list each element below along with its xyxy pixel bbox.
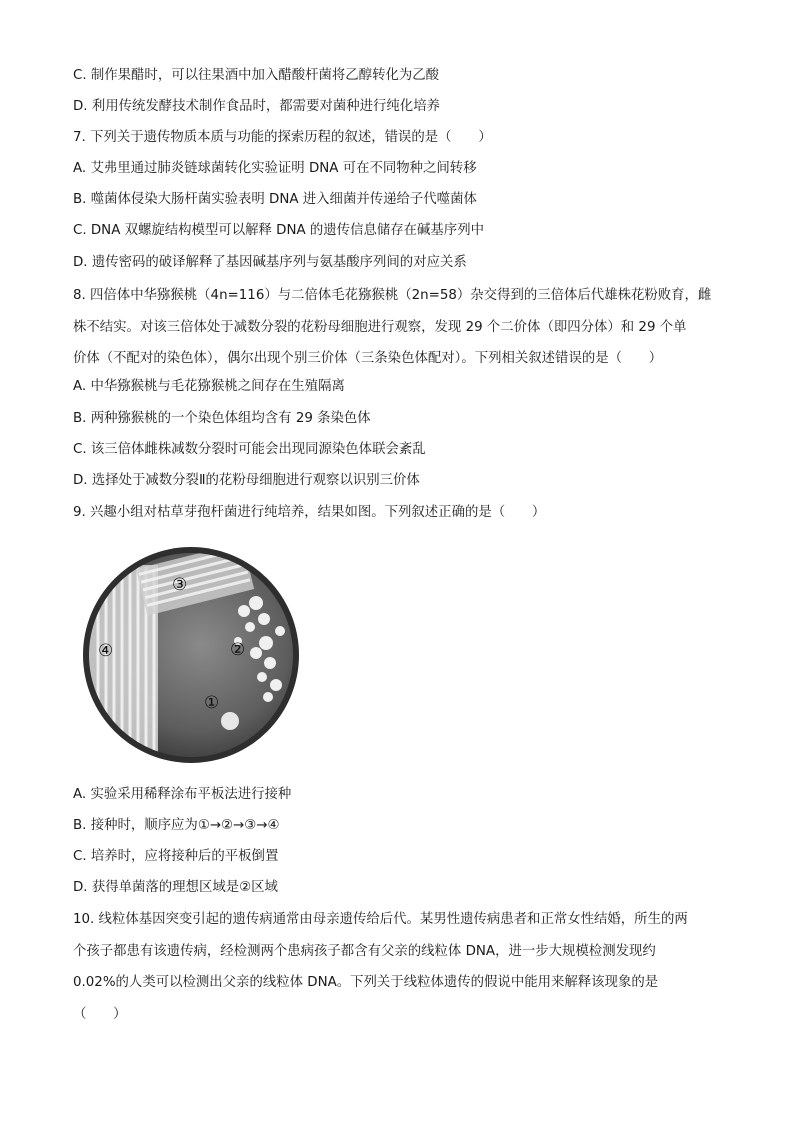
line-d-prev: D. 利用传统发酵技术制作食品时，都需要对菌种进行纯化培养 — [73, 99, 440, 114]
q7-stem: 7. 下列关于遗传物质本质与功能的探索历程的叙述，错误的是（ ） — [73, 130, 492, 145]
q7-option-b: B. 噬菌体侵染大肠杆菌实验表明 DNA 进入细菌并传递给子代噬菌体 — [73, 192, 477, 207]
figure-label-3: ③ — [172, 575, 188, 595]
q8-stem — [73, 280, 725, 375]
q9-option-a: A. 实验采用稀释涂布平板法进行接种 — [73, 787, 292, 802]
q7-option-a: A. 艾弗里通过肺炎链球菌转化实验证明 DNA 可在不同物种之间转移 — [73, 161, 477, 176]
q7-option-d: D. 遗传密码的破译解释了基因碱基序列与氨基酸序列间的对应关系 — [73, 255, 467, 270]
q8-stem-line-3: 价体（不配对的染色体），偶尔出现个别三价体（三条染色体配对）。下列相关叙述错误的是（ ） — [73, 351, 663, 366]
figure-label-1: ① — [204, 693, 220, 713]
q8-stem-line-1: 8. 四倍体中华猕猴桃（4n=116）与二倍体毛花猕猴桃（2n=58）杂交得到的三倍体后代雄株花粉败育，雌 — [73, 288, 712, 303]
q7-option-c: C. DNA 双螺旋结构模型可以解释 DNA 的遗传信息储存在碱基序列中 — [73, 223, 484, 238]
q9-option-c: C. 培养时，应将接种后的平板倒置 — [73, 849, 279, 864]
q10-line-1: 10. 线粒体基因突变引起的遗传病通常由母亲遗传给后代。某男性遗传病患者和正常女性结婚，所生的两 — [73, 912, 688, 927]
q10-line-3: 0.02%的人类可以检测出父亲的线粒体 DNA。下列关于线粒体遗传的假说中能用来解释该现象的是 — [73, 975, 659, 990]
q8-option-a: A. 中华猕猴桃与毛花猕猴桃之间存在生殖隔离 — [73, 379, 345, 394]
q10-stem — [73, 904, 725, 1030]
figure-label-2: ② — [230, 640, 246, 660]
figure-label-4: ④ — [98, 641, 114, 661]
q10-line-4: （ ） — [73, 1006, 127, 1022]
q8-option-b: B. 两种猕猴桃的一个染色体组均含有 29 条染色体 — [73, 411, 371, 426]
q8-stem-line-2: 株不结实。对该三倍体处于减数分裂的花粉母细胞进行观察，发现 29 个二价体（即四分体）和 29 个单 — [73, 319, 687, 335]
q9-option-d: D. 获得单菌落的理想区域是②区域 — [73, 880, 278, 895]
q9-stem: 9. 兴趣小组对枯草芽孢杆菌进行纯培养，结果如图。下列叙述正确的是（ ） — [73, 505, 546, 520]
petri-dish-figure — [80, 545, 302, 765]
q10-line-2: 个孩子都患有该遗传病，经检测两个患病孩子都含有父亲的线粒体 DNA，进一步大规模检测发现约 — [73, 943, 656, 959]
colony-region-1 — [221, 712, 239, 730]
q8-option-c: C. 该三倍体雌株减数分裂时可能会出现同源染色体联会紊乱 — [73, 442, 426, 457]
q8-option-d: D. 选择处于减数分裂Ⅱ的花粉母细胞进行观察以识别三价体 — [73, 473, 420, 488]
line-c-prev: C. 制作果醋时，可以往果酒中加入醋酸杆菌将乙醇转化为乙酸 — [73, 68, 440, 83]
q9-option-b: B. 接种时，顺序应为①→②→③→④ — [73, 818, 280, 833]
